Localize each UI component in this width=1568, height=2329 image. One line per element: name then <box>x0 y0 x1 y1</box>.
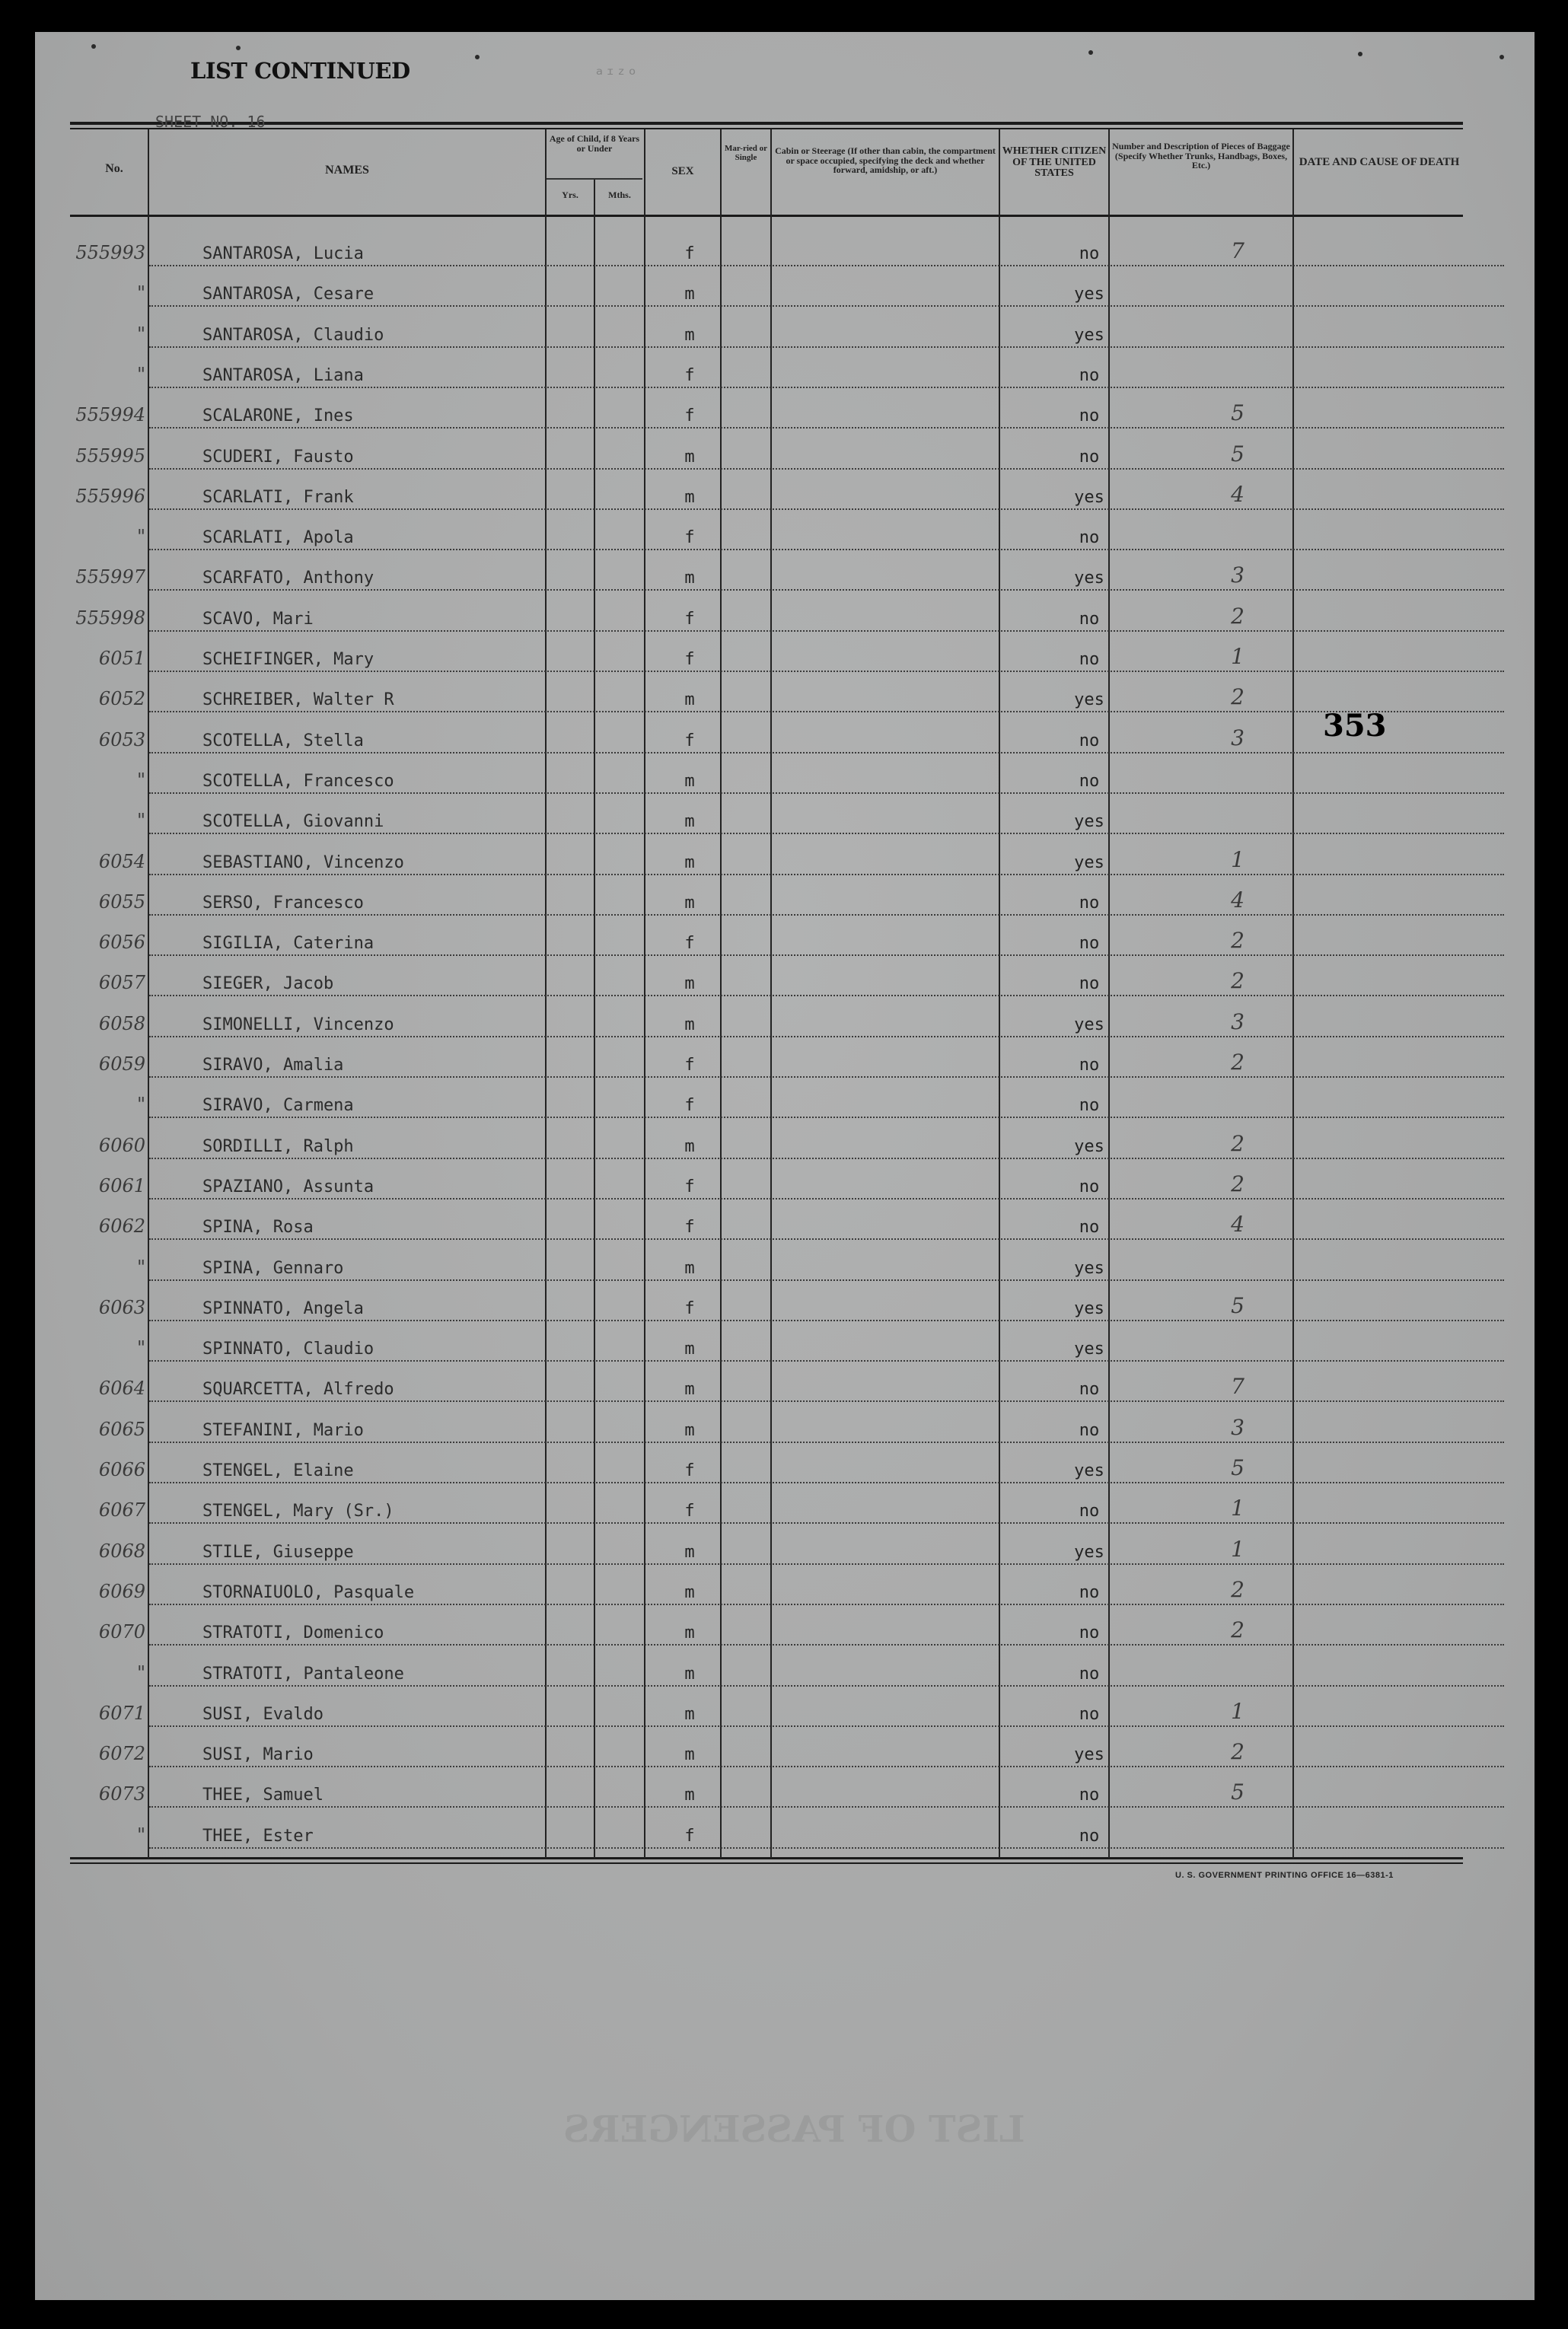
passenger-number: 6064 <box>98 1378 145 1400</box>
row-dotted-rule <box>149 1238 1504 1240</box>
table-row <box>35 1163 1504 1203</box>
table-row <box>35 879 1504 919</box>
table-row <box>35 960 1504 999</box>
passenger-citizen: no <box>1079 1096 1100 1116</box>
header-no: No. <box>105 162 123 175</box>
passenger-baggage: 1 <box>1231 644 1245 669</box>
table-row <box>35 1528 1504 1568</box>
passenger-name: SUSI, Mario <box>202 1745 314 1765</box>
table-row <box>35 473 1504 513</box>
passenger-sex: m <box>684 1745 695 1765</box>
passenger-citizen: no <box>1079 1502 1100 1521</box>
passenger-citizen: yes <box>1074 812 1104 832</box>
passenger-citizen: yes <box>1074 325 1104 345</box>
passenger-name: SUSI, Evaldo <box>202 1704 323 1724</box>
table-row <box>35 1123 1504 1162</box>
row-dotted-rule <box>149 954 1504 956</box>
passenger-baggage: 5 <box>1231 1292 1245 1318</box>
passenger-name: STEFANINI, Mario <box>202 1420 364 1440</box>
passenger-number: 6056 <box>98 932 145 954</box>
row-dotted-rule <box>149 387 1504 388</box>
passenger-sex: m <box>684 325 695 345</box>
row-dotted-rule <box>149 468 1504 470</box>
passenger-sex: f <box>684 1218 695 1238</box>
passenger-sex: f <box>684 731 695 750</box>
passenger-sex: m <box>684 893 695 913</box>
passenger-baggage: 2 <box>1231 603 1245 629</box>
passenger-baggage: 4 <box>1231 481 1245 507</box>
passenger-baggage: 2 <box>1231 968 1245 994</box>
row-dotted-rule <box>149 305 1504 307</box>
table-row <box>35 1001 1504 1040</box>
passenger-citizen: yes <box>1074 690 1104 710</box>
passenger-number: 555997 <box>75 566 145 588</box>
passenger-baggage: 5 <box>1231 1455 1245 1480</box>
passenger-sex: m <box>684 1704 695 1724</box>
passenger-number: 6072 <box>98 1743 145 1765</box>
passenger-number: 6065 <box>98 1418 145 1440</box>
passenger-sex: f <box>684 1096 695 1116</box>
table-row <box>35 1447 1504 1486</box>
passenger-number: 6070 <box>98 1621 145 1643</box>
header-bottom-rule <box>70 215 1463 217</box>
passenger-sex: f <box>684 934 695 954</box>
row-dotted-rule <box>149 995 1504 996</box>
passenger-name: STENGEL, Mary (Sr.) <box>202 1502 394 1521</box>
passenger-citizen: no <box>1079 771 1100 791</box>
passenger-number: " <box>136 282 145 304</box>
passenger-number: 555993 <box>75 242 145 263</box>
punch-hole-mark <box>236 46 241 50</box>
row-dotted-rule <box>149 1198 1504 1200</box>
passenger-name: STRATOTI, Pantaleone <box>202 1664 404 1684</box>
row-dotted-rule <box>149 1360 1504 1362</box>
table-row <box>35 717 1504 757</box>
passenger-baggage: 1 <box>1231 846 1245 872</box>
passenger-citizen: yes <box>1074 852 1104 872</box>
mirror-bleed-through: LIST OF PASSENGERS <box>563 2108 1025 2151</box>
row-dotted-rule <box>149 671 1504 672</box>
passenger-number: 6061 <box>98 1174 145 1196</box>
passenger-sex: f <box>684 1502 695 1521</box>
footer-imprint: U. S. GOVERNMENT PRINTING OFFICE 16—6381-1 <box>1175 1871 1394 1880</box>
passenger-number: " <box>136 1337 145 1359</box>
row-dotted-rule <box>149 346 1504 348</box>
header-citizen: WHETHER CITIZEN OF THE UNITED STATES <box>1002 145 1107 180</box>
punch-hole-mark <box>1088 50 1093 55</box>
passenger-name: SANTAROSA, Cesare <box>202 285 374 304</box>
passenger-sex: m <box>684 1664 695 1684</box>
passenger-citizen: no <box>1079 1826 1100 1846</box>
passenger-number: 6059 <box>98 1053 145 1075</box>
passenger-baggage: 2 <box>1231 928 1245 954</box>
passenger-number: " <box>136 769 145 791</box>
passenger-citizen: no <box>1079 1218 1100 1238</box>
passenger-sex: m <box>684 447 695 467</box>
passenger-sex: f <box>684 1461 695 1480</box>
passenger-baggage: 1 <box>1231 1536 1245 1562</box>
stamped-number: 353 <box>1323 708 1387 744</box>
passenger-number: 6053 <box>98 728 145 750</box>
header-yrs: Yrs. <box>562 190 578 200</box>
row-dotted-rule <box>149 427 1504 429</box>
passenger-citizen: no <box>1079 406 1100 426</box>
passenger-number: 6067 <box>98 1499 145 1521</box>
table-row <box>35 230 1504 269</box>
passenger-name: SPINA, Gennaro <box>202 1258 344 1278</box>
passenger-sex: m <box>684 285 695 304</box>
passenger-citizen: no <box>1079 1664 1100 1684</box>
passenger-baggage: 2 <box>1231 1576 1245 1602</box>
passenger-citizen: no <box>1079 731 1100 750</box>
table-row <box>35 1203 1504 1243</box>
passenger-number: 6071 <box>98 1702 145 1724</box>
row-dotted-rule <box>149 1766 1504 1767</box>
passenger-name: SCUDERI, Fausto <box>202 447 354 467</box>
passenger-citizen: no <box>1079 1623 1100 1643</box>
header-death: DATE AND CAUSE OF DEATH <box>1299 156 1460 168</box>
passenger-sex: f <box>684 1826 695 1846</box>
table-row <box>35 392 1504 432</box>
passenger-sex: f <box>684 406 695 426</box>
passenger-number: " <box>136 363 145 385</box>
passenger-citizen: no <box>1079 1582 1100 1602</box>
passenger-name: SERSO, Francesco <box>202 893 364 913</box>
table-row <box>35 554 1504 594</box>
passenger-citizen: yes <box>1074 1542 1104 1562</box>
passenger-name: SANTAROSA, Lucia <box>202 244 364 263</box>
passenger-baggage: 2 <box>1231 1130 1245 1156</box>
passenger-citizen: no <box>1079 1704 1100 1724</box>
passenger-number: 6055 <box>98 890 145 913</box>
row-dotted-rule <box>149 1563 1504 1565</box>
passenger-citizen: no <box>1079 893 1100 913</box>
passenger-number: " <box>136 1824 145 1846</box>
passenger-sex: m <box>684 1258 695 1278</box>
table-row <box>35 798 1504 837</box>
passenger-number: " <box>136 1662 145 1684</box>
passenger-number: 6058 <box>98 1012 145 1034</box>
passenger-citizen: yes <box>1074 569 1104 588</box>
passenger-sex: m <box>684 1420 695 1440</box>
passenger-number: 6063 <box>98 1296 145 1318</box>
header-cabin: Cabin or Steerage (If other than cabin, the compartment or space occupied, specifying the deck and whether forward, amidship, or aft.) <box>775 145 996 176</box>
table-row <box>35 433 1504 473</box>
passenger-citizen: yes <box>1074 1340 1104 1359</box>
passenger-name: STILE, Giuseppe <box>202 1542 354 1562</box>
row-dotted-rule <box>149 792 1504 794</box>
passenger-citizen: no <box>1079 1056 1100 1075</box>
row-dotted-rule <box>149 874 1504 875</box>
row-dotted-rule <box>149 914 1504 916</box>
table-row <box>35 839 1504 878</box>
passenger-citizen: yes <box>1074 1015 1104 1034</box>
table-row <box>35 270 1504 310</box>
punch-hole-mark <box>1358 52 1362 56</box>
row-dotted-rule <box>149 711 1504 712</box>
passenger-citizen: yes <box>1074 1298 1104 1318</box>
table-row <box>35 919 1504 959</box>
row-dotted-rule <box>149 508 1504 510</box>
passenger-baggage: 5 <box>1231 400 1245 426</box>
passenger-name: SCHREIBER, Walter R <box>202 690 394 710</box>
header-baggage: Number and Description of Pieces of Baggage (Specify Whether Trunks, Handbags, Boxes, Etc.) <box>1112 141 1290 171</box>
passenger-sex: m <box>684 771 695 791</box>
table-row <box>35 1244 1504 1284</box>
passenger-number: 6060 <box>98 1134 145 1156</box>
row-dotted-rule <box>149 1036 1504 1037</box>
table-row <box>35 1771 1504 1811</box>
passenger-number: 6051 <box>98 648 145 669</box>
passenger-name: SPAZIANO, Assunta <box>202 1177 374 1196</box>
passenger-baggage: 3 <box>1231 1008 1245 1034</box>
passenger-citizen: yes <box>1074 487 1104 507</box>
passenger-sex: f <box>684 244 695 263</box>
header-mths: Mths. <box>608 190 631 200</box>
row-dotted-rule <box>149 630 1504 632</box>
header-top-rule-thin <box>70 128 1463 129</box>
passenger-sex: m <box>684 569 695 588</box>
passenger-name: SCARFATO, Anthony <box>202 569 374 588</box>
passenger-name: SCHEIFINGER, Mary <box>202 650 374 669</box>
passenger-number: 6052 <box>98 688 145 710</box>
passenger-baggage: 3 <box>1231 725 1245 750</box>
passenger-citizen: yes <box>1074 1745 1104 1765</box>
passenger-baggage: 2 <box>1231 684 1245 710</box>
passenger-number: 555994 <box>75 404 145 426</box>
passenger-sex: m <box>684 1380 695 1400</box>
passenger-citizen: yes <box>1074 1258 1104 1278</box>
passenger-name: STENGEL, Elaine <box>202 1461 354 1480</box>
passenger-sex: m <box>684 1542 695 1562</box>
table-row <box>35 676 1504 715</box>
row-dotted-rule <box>149 833 1504 834</box>
punch-hole-mark <box>475 55 480 59</box>
passenger-sex: m <box>684 690 695 710</box>
row-dotted-rule <box>149 1117 1504 1118</box>
passenger-sex: m <box>684 812 695 832</box>
passenger-number: 6054 <box>98 850 145 872</box>
passenger-number: 555995 <box>75 444 145 467</box>
passenger-name: SORDILLI, Ralph <box>202 1136 354 1156</box>
table-row <box>35 1487 1504 1527</box>
punch-hole-mark <box>1499 55 1504 59</box>
passenger-name: STORNAIUOLO, Pasquale <box>202 1582 415 1602</box>
passenger-citizen: no <box>1079 365 1100 385</box>
passenger-sex: m <box>684 1786 695 1805</box>
header-top-rule <box>70 122 1463 125</box>
passenger-number: 555998 <box>75 607 145 629</box>
row-dotted-rule <box>149 1158 1504 1159</box>
passenger-sex: m <box>684 1623 695 1643</box>
row-dotted-rule <box>149 1482 1504 1483</box>
passenger-name: SIMONELLI, Vincenzo <box>202 1015 394 1034</box>
row-dotted-rule <box>149 1604 1504 1605</box>
passenger-citizen: no <box>1079 1786 1100 1805</box>
passenger-sex: f <box>684 1177 695 1196</box>
passenger-sex: m <box>684 1015 695 1034</box>
header-married: Mar-ried or Single <box>724 144 768 162</box>
passenger-number: " <box>136 323 145 345</box>
table-bottom-rule-thin <box>70 1862 1463 1864</box>
page-title: LIST CONTINUED <box>190 58 410 84</box>
passenger-citizen: yes <box>1074 1136 1104 1156</box>
passenger-name: THEE, Ester <box>202 1826 314 1846</box>
passenger-citizen: no <box>1079 528 1100 548</box>
punch-hole-mark <box>91 44 96 49</box>
passenger-baggage: 2 <box>1231 1171 1245 1196</box>
passenger-number: 555996 <box>75 485 145 507</box>
passenger-name: SIGILIA, Caterina <box>202 934 374 954</box>
passenger-name: SCOTELLA, Francesco <box>202 771 394 791</box>
passenger-citizen: yes <box>1074 285 1104 304</box>
passenger-number: 6069 <box>98 1580 145 1602</box>
passenger-name: SIRAVO, Carmena <box>202 1096 354 1116</box>
passenger-sex: f <box>684 365 695 385</box>
table-bottom-rule <box>70 1857 1463 1859</box>
passenger-name: SCAVO, Mari <box>202 609 314 629</box>
passenger-name: THEE, Samuel <box>202 1786 323 1805</box>
table-row <box>35 514 1504 553</box>
passenger-number: 6073 <box>98 1783 145 1805</box>
table-row <box>35 1285 1504 1324</box>
row-dotted-rule <box>149 1644 1504 1646</box>
table-row <box>35 1731 1504 1770</box>
sheet-number: SHEET NO. 16 <box>155 113 266 131</box>
passenger-sex: m <box>684 1582 695 1602</box>
passenger-sex: m <box>684 487 695 507</box>
passenger-citizen: no <box>1079 609 1100 629</box>
passenger-sex: f <box>684 650 695 669</box>
header-sex: SEX <box>671 165 694 177</box>
passenger-baggage: 4 <box>1231 887 1245 913</box>
table-row <box>35 1082 1504 1121</box>
passenger-citizen: no <box>1079 244 1100 263</box>
header-names: NAMES <box>325 164 369 177</box>
passenger-citizen: no <box>1079 1420 1100 1440</box>
passenger-name: SQUARCETTA, Alfredo <box>202 1380 394 1400</box>
table-row <box>35 1650 1504 1690</box>
row-dotted-rule <box>149 1847 1504 1849</box>
passenger-number: " <box>136 810 145 832</box>
passenger-citizen: no <box>1079 974 1100 994</box>
passenger-name: SCARLATI, Frank <box>202 487 354 507</box>
passenger-name: SIEGER, Jacob <box>202 974 334 994</box>
passenger-name: SCOTELLA, Giovanni <box>202 812 384 832</box>
row-dotted-rule <box>149 1725 1504 1727</box>
table-row <box>35 352 1504 391</box>
table-row <box>35 1812 1504 1852</box>
passenger-sex: f <box>684 528 695 548</box>
passenger-baggage: 1 <box>1231 1698 1245 1724</box>
table-row <box>35 1325 1504 1365</box>
passenger-sex: f <box>684 1056 695 1075</box>
passenger-baggage: 1 <box>1231 1496 1245 1521</box>
passenger-number: " <box>136 526 145 548</box>
passenger-citizen: no <box>1079 1380 1100 1400</box>
passenger-baggage: 3 <box>1231 562 1245 588</box>
row-dotted-rule <box>149 752 1504 754</box>
passenger-name: SEBASTIANO, Vincenzo <box>202 852 404 872</box>
passenger-sex: f <box>684 609 695 629</box>
row-dotted-rule <box>149 1320 1504 1321</box>
table-row <box>35 636 1504 675</box>
passenger-name: SANTAROSA, Claudio <box>202 325 384 345</box>
row-dotted-rule <box>149 1685 1504 1687</box>
passenger-citizen: no <box>1079 1177 1100 1196</box>
stray-handwriting: ᵃᶦᶻᵒ <box>594 64 638 85</box>
passenger-number: " <box>136 1094 145 1116</box>
row-dotted-rule <box>149 1400 1504 1402</box>
passenger-number: 6057 <box>98 972 145 994</box>
passenger-name: SPINNATO, Angela <box>202 1298 364 1318</box>
passenger-baggage: 7 <box>1231 1374 1245 1400</box>
table-row <box>35 595 1504 635</box>
passenger-baggage: 4 <box>1231 1212 1245 1238</box>
passenger-citizen: no <box>1079 934 1100 954</box>
passenger-name: SPINNATO, Claudio <box>202 1340 374 1359</box>
row-dotted-rule <box>149 1522 1504 1524</box>
passenger-name: SIRAVO, Amalia <box>202 1056 344 1075</box>
table-row <box>35 1690 1504 1730</box>
passenger-baggage: 2 <box>1231 1050 1245 1075</box>
passenger-name: SCARLATI, Apola <box>202 528 354 548</box>
passenger-baggage: 5 <box>1231 1779 1245 1805</box>
table-row <box>35 311 1504 351</box>
row-dotted-rule <box>149 1442 1504 1443</box>
table-row <box>35 1569 1504 1608</box>
row-dotted-rule <box>149 1806 1504 1808</box>
passenger-sex: m <box>684 1136 695 1156</box>
passenger-number: 6068 <box>98 1540 145 1562</box>
passenger-citizen: no <box>1079 650 1100 669</box>
passenger-baggage: 2 <box>1231 1739 1245 1765</box>
table-row <box>35 1365 1504 1405</box>
passenger-sex: f <box>684 1298 695 1318</box>
passenger-name: STRATOTI, Domenico <box>202 1623 384 1643</box>
table-row <box>35 757 1504 797</box>
passenger-name: SCOTELLA, Stella <box>202 731 364 750</box>
passenger-baggage: 2 <box>1231 1617 1245 1643</box>
row-dotted-rule <box>149 1076 1504 1078</box>
table-row <box>35 1609 1504 1649</box>
passenger-sex: m <box>684 852 695 872</box>
passenger-number: " <box>136 1256 145 1278</box>
header-age-of-child: Age of Child, if 8 Years or Under <box>549 133 640 154</box>
passenger-name: SPINA, Rosa <box>202 1218 314 1238</box>
passenger-citizen: yes <box>1074 1461 1104 1480</box>
passenger-sex: m <box>684 1340 695 1359</box>
table-row <box>35 1407 1504 1446</box>
passenger-baggage: 3 <box>1231 1414 1245 1440</box>
row-dotted-rule <box>149 549 1504 550</box>
row-dotted-rule <box>149 265 1504 266</box>
row-dotted-rule <box>149 589 1504 591</box>
passenger-number: 6062 <box>98 1215 145 1238</box>
table-row <box>35 1041 1504 1081</box>
passenger-baggage: 5 <box>1231 441 1245 467</box>
passenger-sex: m <box>684 974 695 994</box>
passenger-name: SCALARONE, Ines <box>202 406 354 426</box>
passenger-citizen: no <box>1079 447 1100 467</box>
passenger-name: SANTAROSA, Liana <box>202 365 364 385</box>
row-dotted-rule <box>149 1279 1504 1281</box>
passenger-number: 6066 <box>98 1459 145 1480</box>
passenger-baggage: 7 <box>1231 238 1245 263</box>
